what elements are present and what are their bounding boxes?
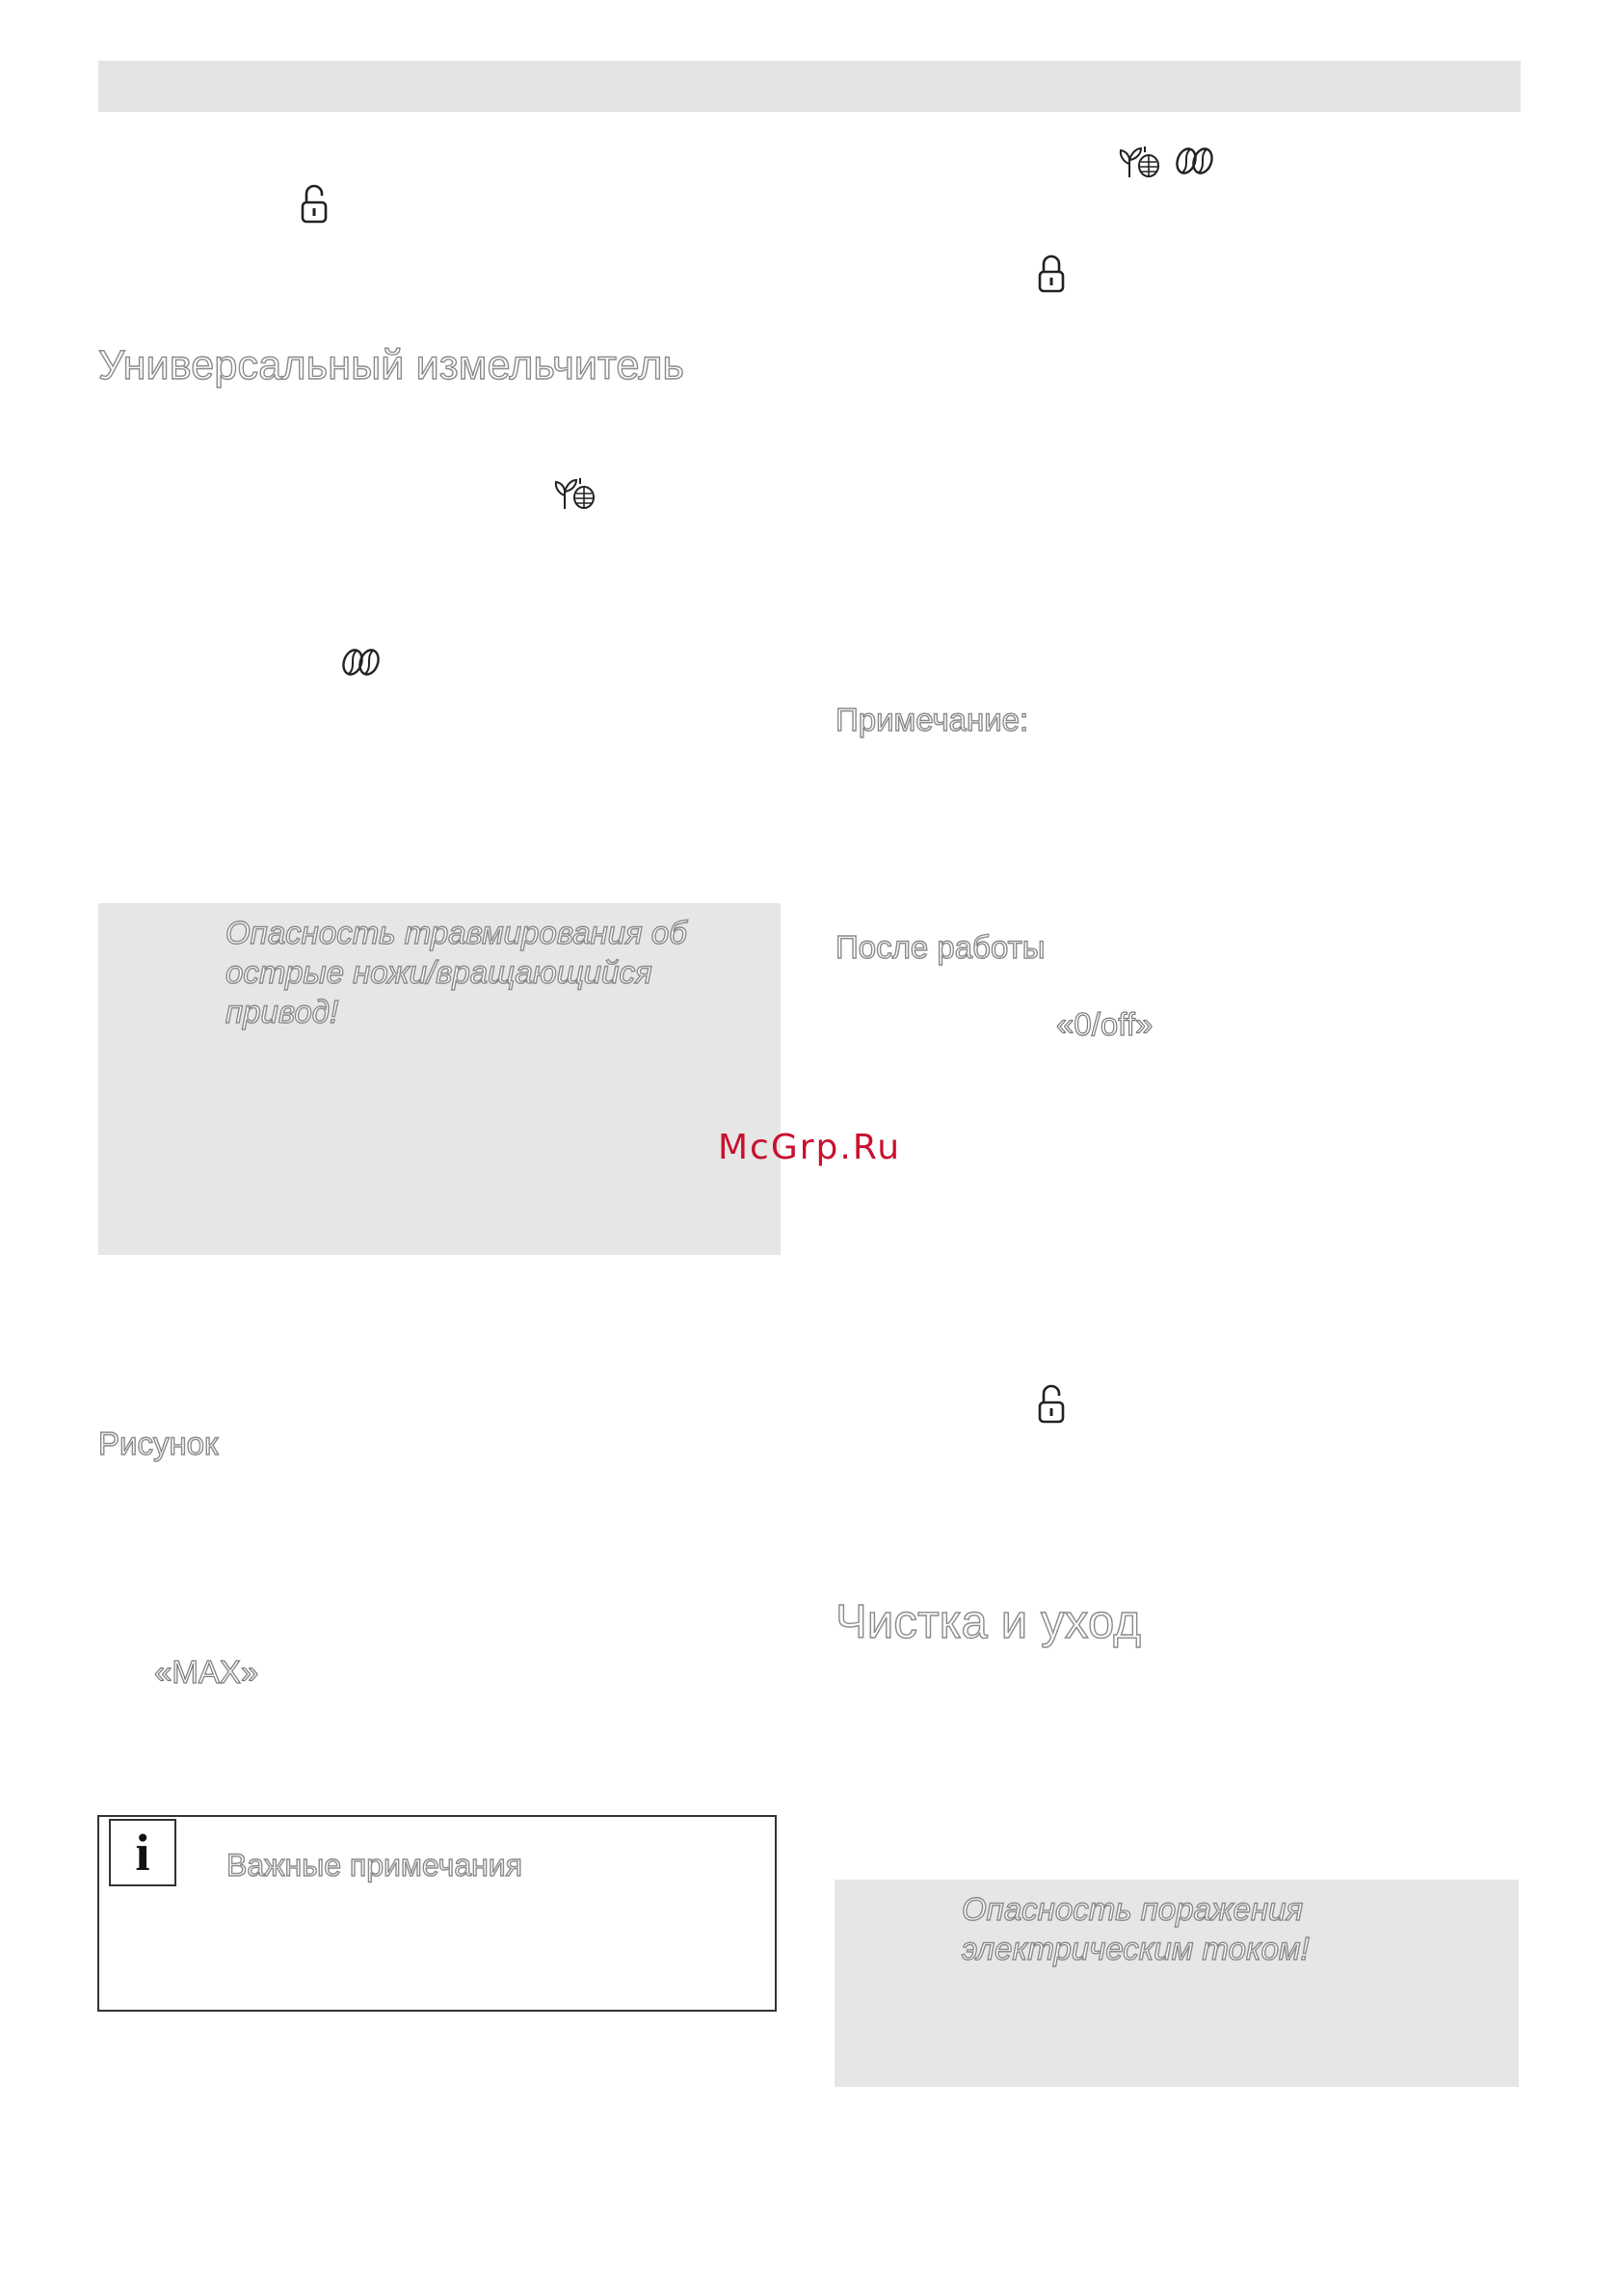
section-heading-figure: Рисунок [98, 1426, 219, 1461]
coffee-beans-icon [339, 648, 384, 677]
max-label: «MAX» [154, 1654, 259, 1690]
warning-blades-line-1: Опасность травмирования об [225, 915, 687, 950]
warning-box-blades [98, 903, 781, 1255]
warning-blades-line-3: привод! [225, 994, 339, 1029]
important-notes-title: Важные примечания [226, 1848, 522, 1882]
warning-blades-line-2: острые ножи/вращающийся [225, 954, 652, 990]
section-heading-cleaning: Чистка и уход [836, 1596, 1142, 1648]
info-icon: i [109, 1819, 176, 1886]
lock-icon [1038, 253, 1065, 293]
note-heading: Примечание: [836, 702, 1029, 737]
after-work-heading: После работы [836, 929, 1046, 965]
warning-electric-line-1: Опасность поражения [962, 1891, 1304, 1927]
unlock-icon [1038, 1383, 1065, 1424]
herb-icon [1116, 143, 1162, 179]
warning-box-electric [835, 1880, 1519, 2087]
unlock-icon [301, 183, 328, 224]
important-notes-box [97, 1815, 777, 2012]
off-label: «0/off» [1056, 1006, 1154, 1042]
watermark: McGrp.Ru [718, 1128, 902, 1167]
coffee-beans-icon [1173, 147, 1217, 175]
top-bar [98, 61, 1521, 112]
section-heading-universal-chopper: Универсальный измельчитель [98, 342, 685, 388]
herb-icon [551, 474, 597, 511]
warning-electric-line-2: электрическим током! [962, 1931, 1310, 1966]
